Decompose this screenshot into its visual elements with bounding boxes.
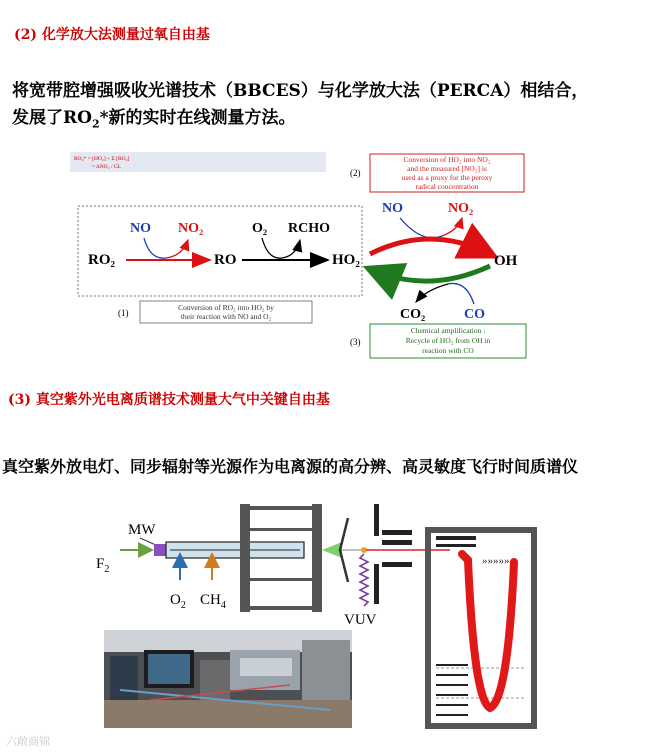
vuv-light-wave bbox=[360, 554, 368, 606]
o2-prefix: O bbox=[170, 592, 181, 608]
species-no-right: NO bbox=[382, 201, 403, 216]
box2-text-line2: and the measured [NO₂] is bbox=[407, 164, 487, 173]
label-f2 bbox=[96, 556, 109, 575]
ion-trajectory bbox=[462, 554, 514, 708]
box2-text-line3: used as a proxy for the peroxy bbox=[401, 173, 493, 182]
reflectron-plate-2 bbox=[436, 674, 468, 676]
species-oh: OH bbox=[494, 253, 518, 269]
species-rcho: RCHO bbox=[288, 221, 330, 236]
paragraph-subscript: 2 bbox=[91, 117, 100, 131]
species-co: CO bbox=[464, 307, 485, 322]
label-vuv: VUV bbox=[344, 612, 377, 628]
box2-text-line1: Conversion of HO₂ into NO₂ bbox=[403, 155, 491, 164]
tof-plate-top-2 bbox=[436, 544, 476, 547]
paragraph-text-prefix: 发展了RO bbox=[12, 108, 92, 128]
formula-line2: = ΔNO₂ / CL bbox=[92, 164, 121, 170]
paragraph-text-suffix: *新的实时在线测量方法。 bbox=[99, 108, 296, 128]
section3-heading: (3) 真空紫外光电离质谱技术测量大气中关键自由基 bbox=[8, 392, 330, 408]
chamber-rail-2 bbox=[250, 578, 312, 581]
perca-reaction-diagram bbox=[70, 152, 540, 362]
species-o2: O₂ bbox=[252, 221, 268, 236]
reflectron-plate-4 bbox=[436, 694, 468, 696]
box3-number: (3) bbox=[350, 337, 361, 347]
o2-subscript: 2 bbox=[180, 600, 186, 611]
box1-text-line1: Conversion of RO₂ into HO₂ by bbox=[178, 303, 274, 312]
curve-co-in bbox=[448, 283, 474, 304]
arrow-oh-to-ho2 bbox=[372, 266, 490, 281]
ion-plate-vertical-lower bbox=[374, 564, 379, 604]
species-ho2: HO₂ bbox=[332, 252, 360, 268]
box1-text-line2: their reaction with NO and O₂ bbox=[180, 312, 272, 321]
box3-text-line1: Chemical amplification : bbox=[410, 326, 486, 335]
species-no2-right: NO₂ bbox=[448, 201, 474, 216]
label-ch4 bbox=[200, 592, 226, 611]
section2-paragraph-line1: 将宽带腔增强吸收光谱技术（BBCES）与化学放大法（PERCA）相结合， bbox=[12, 81, 589, 101]
ion-plate-1 bbox=[382, 530, 412, 535]
curve-co2-out bbox=[416, 284, 448, 302]
section3-paragraph: 真空紫外放电灯、同步辐射等光源作为电离源的高分辨、高灵敏度飞行时间质谱仪 bbox=[2, 457, 579, 476]
chamber-wall-right bbox=[312, 504, 322, 612]
curve-o2-in bbox=[262, 238, 282, 258]
curve-no2-out bbox=[166, 240, 188, 258]
box3-text-line3: reaction with CO bbox=[422, 346, 474, 355]
f2-prefix: F bbox=[96, 556, 105, 572]
box2-text-line4: radical concentration bbox=[415, 182, 479, 191]
chamber-bottom bbox=[250, 606, 312, 610]
species-co2: CO₂ bbox=[400, 307, 426, 322]
box2-number: (2) bbox=[350, 168, 361, 178]
mw-cavity bbox=[154, 544, 166, 556]
box1-number: (1) bbox=[118, 308, 129, 318]
label-o2 bbox=[170, 592, 186, 611]
vuv-ms-diagram bbox=[90, 500, 540, 730]
section2-heading: (2) 化学放大法测量过氧自由基 bbox=[14, 27, 210, 43]
reflectron-plate-6 bbox=[436, 714, 468, 716]
chamber-wall-left bbox=[240, 504, 250, 612]
species-ro2: RO₂ bbox=[88, 252, 115, 268]
ion-plate-3 bbox=[382, 562, 412, 567]
label-mw: MW bbox=[128, 522, 156, 538]
curve-rcho-out bbox=[282, 240, 300, 258]
ion-plate-vertical bbox=[374, 504, 379, 536]
f2-subscript: 2 bbox=[104, 564, 110, 575]
detector-chevrons: »»»»» bbox=[482, 555, 510, 567]
species-no2: NO₂ bbox=[178, 221, 204, 236]
species-ro: RO bbox=[214, 252, 237, 268]
chamber-rail-1 bbox=[250, 528, 312, 531]
curve-no-right-in bbox=[400, 218, 442, 238]
chamber-top bbox=[250, 506, 312, 510]
reaction-frame bbox=[78, 206, 362, 296]
reflectron-plate-1 bbox=[436, 664, 468, 666]
section2-paragraph bbox=[12, 78, 642, 137]
watermark-logo: 六敞商锦 bbox=[6, 735, 50, 748]
ion-plate-2 bbox=[382, 540, 412, 545]
reflectron-plate-5 bbox=[436, 704, 468, 706]
formula-line1: RO₂* = [HO₂] + Σ [RO₂] bbox=[74, 156, 130, 162]
section2-paragraph-line2 bbox=[12, 105, 642, 137]
tof-plate-top-1 bbox=[436, 536, 476, 540]
box3-text-line2: Recycle of HO₂ from OH in bbox=[405, 336, 491, 345]
ch4-subscript: 4 bbox=[220, 600, 226, 611]
reflectron-plate-3 bbox=[436, 684, 468, 686]
species-no: NO bbox=[130, 221, 151, 236]
arrow-ho2-to-oh bbox=[370, 239, 490, 254]
instrument-photo bbox=[104, 630, 352, 728]
curve-no-in bbox=[144, 238, 166, 258]
ch4-prefix: CH bbox=[200, 592, 221, 608]
curve-no2-right-out bbox=[442, 218, 462, 236]
